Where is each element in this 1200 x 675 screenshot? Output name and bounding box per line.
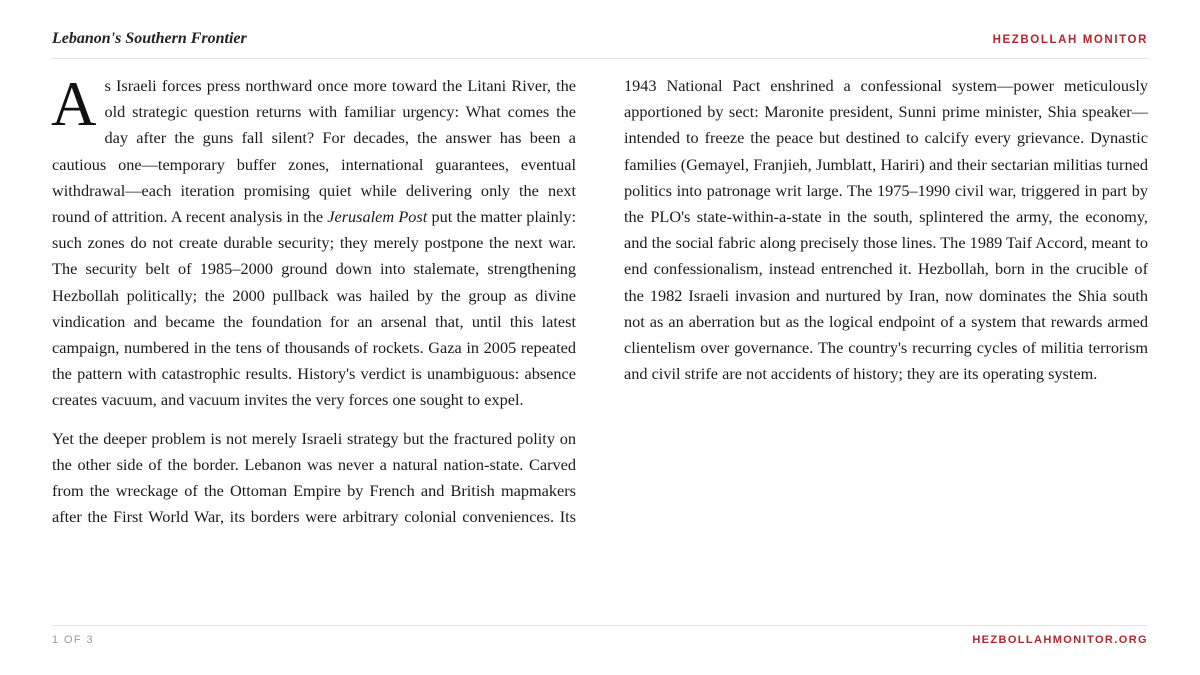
paragraph-2: Yet the deeper problem is not merely Israeli strategy but the fractured polity on the other side of the border. Lebanon was never a natural nation-state. Carved from the wreckage of the Ottoman Empire by French and British mapmakers after the First World War, its borders were arbitrary colonial conveniences. Its 1943 National Pact enshrined a confessional system—power meticulously apportioned by sect: Maronite president, Sunni prime minister, Shia speaker—intended to freeze the peace but destined to calcify every grievance. Dynastic families (Gemayel, Franjieh, Jumblatt, Hariri) and their sectarian militias turned politics into patronage writ large. The 1975–1990 civil war, triggered in part by the PLO's state-within-a-state in the south, splintered the army, the economy, and the social fabric along precisely those lines. The 1989 Taif Accord, meant to end confessionalism, instead entrenched it. Hezbollah, born in the crucible of the 1982 Israeli invasion and nurtured by Iran, now dominates the Shia south not as an aberration but as the logical endpoint of a system that rewards armed clientelism over governance. The country's recurring cycles of militia terrorism and civil strife are not accidents of history; they are its operating system. <box>52 76 1148 527</box>
publication-name: Jerusalem Post <box>327 207 428 227</box>
page-header <box>52 28 1148 59</box>
drop-cap: A <box>51 69 97 139</box>
page-number: 1 OF 3 <box>52 634 95 646</box>
paragraph-1 <box>51 69 576 414</box>
site-link[interactable]: HEZBOLLAHMONITOR.ORG <box>972 634 1148 646</box>
page-footer <box>52 625 1148 646</box>
paragraph-1-text-a: s Israeli forces press northward once more toward the Litani River, the old strategic question returns with familiar urgency: What comes the day after the guns fall silent? For decades, the answer has been a cautious one—temporary buffer zones, international guarantees, eventual withdrawal—each iteration promising quiet while delivering only the next round of attrition. A recent analysis in the <box>52 76 576 227</box>
header-title: Lebanon's Southern Frontier <box>52 30 247 47</box>
paragraph-1-text-b: put the matter plainly: such zones do not create durable security; they merely postpone the next war. The security belt of 1985–2000 ground down into stalemate, strengthening Hezbollah politically; the 2000 pullback was hailed by the group as divine vindication and became the foundation for an arsenal that, until this latest campaign, numbered in the tens of thousands of rockets. Gaza in 2005 repeated the pattern with catastrophic results. History's verdict is unambiguous: absence creates vacuum, and vacuum invites the very forces one sought to expel. <box>52 207 576 410</box>
header-brand[interactable]: HEZBOLLAH MONITOR <box>992 34 1148 46</box>
article-body <box>51 69 1148 553</box>
